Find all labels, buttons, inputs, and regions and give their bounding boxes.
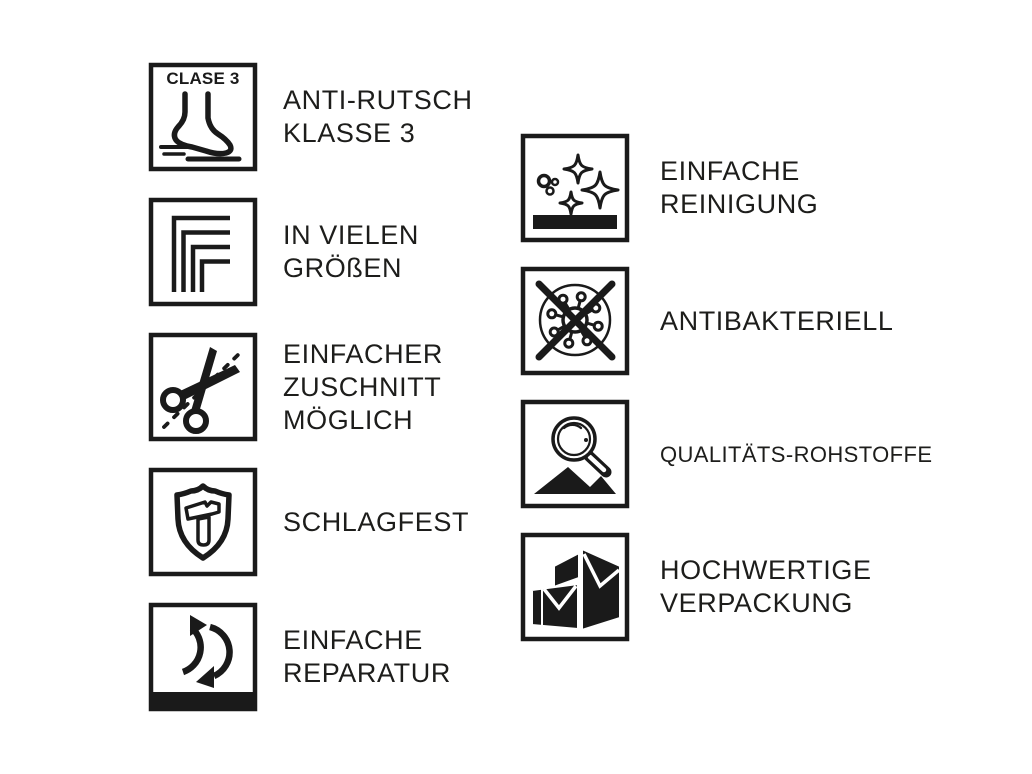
magnifier-mountains-icon <box>520 399 630 509</box>
foot-anti-slip-icon <box>148 62 258 172</box>
scissors-cutting-icon <box>148 332 258 442</box>
label-line: GRÖßEN <box>283 253 403 283</box>
repair-cycle-arrows-icon <box>148 602 258 712</box>
feature-label <box>660 155 818 221</box>
packaging-boxes-icon <box>520 532 630 642</box>
label-line: ZUSCHNITT <box>283 371 442 402</box>
feature-label <box>660 441 932 468</box>
label-line: EINFACHER <box>283 338 443 369</box>
label-line: REINIGUNG <box>660 189 819 219</box>
feature-rohstoffe <box>520 399 932 509</box>
clase-3-badge: CLASE 3 <box>166 69 240 88</box>
label-line: IN VIELEN <box>283 220 419 250</box>
label-line: REPARATUR <box>283 658 451 688</box>
feature-verpackung <box>520 532 932 642</box>
label-line: QUALITÄTS-ROHSTOFFE <box>660 441 933 467</box>
label-line: VERPACKUNG <box>660 588 854 618</box>
feature-reparatur <box>148 602 473 712</box>
label-line: MÖGLICH <box>283 404 414 435</box>
feature-label <box>283 338 443 437</box>
right-feature-column <box>520 133 932 642</box>
label-line: SCHLAGFEST <box>283 506 470 537</box>
label-line: EINFACHE <box>660 156 800 186</box>
shield-hammer-icon <box>148 467 258 577</box>
feature-label <box>283 219 419 285</box>
left-feature-column <box>148 62 473 712</box>
feature-schlagfest <box>148 467 473 577</box>
feature-groessen <box>148 197 473 307</box>
feature-label <box>660 305 893 338</box>
sparkle-cleaning-icon <box>520 133 630 243</box>
feature-anti-rutsch <box>148 62 473 172</box>
feature-label <box>283 84 473 150</box>
feature-label <box>660 554 872 620</box>
feature-antibakteriell <box>520 266 932 376</box>
label-line: ANTI-RUTSCH <box>283 85 473 115</box>
feature-label <box>283 624 451 690</box>
label-line: KLASSE 3 <box>283 118 416 148</box>
label-line: EINFACHE <box>283 625 423 655</box>
label-line: HOCHWERTIGE <box>660 555 872 585</box>
feature-zuschnitt <box>148 332 473 442</box>
label-line: ANTIBAKTERIELL <box>660 305 894 336</box>
nested-frame-corners-icon <box>148 197 258 307</box>
feature-label <box>283 506 469 539</box>
feature-reinigung <box>520 133 932 243</box>
no-bacteria-icon <box>520 266 630 376</box>
